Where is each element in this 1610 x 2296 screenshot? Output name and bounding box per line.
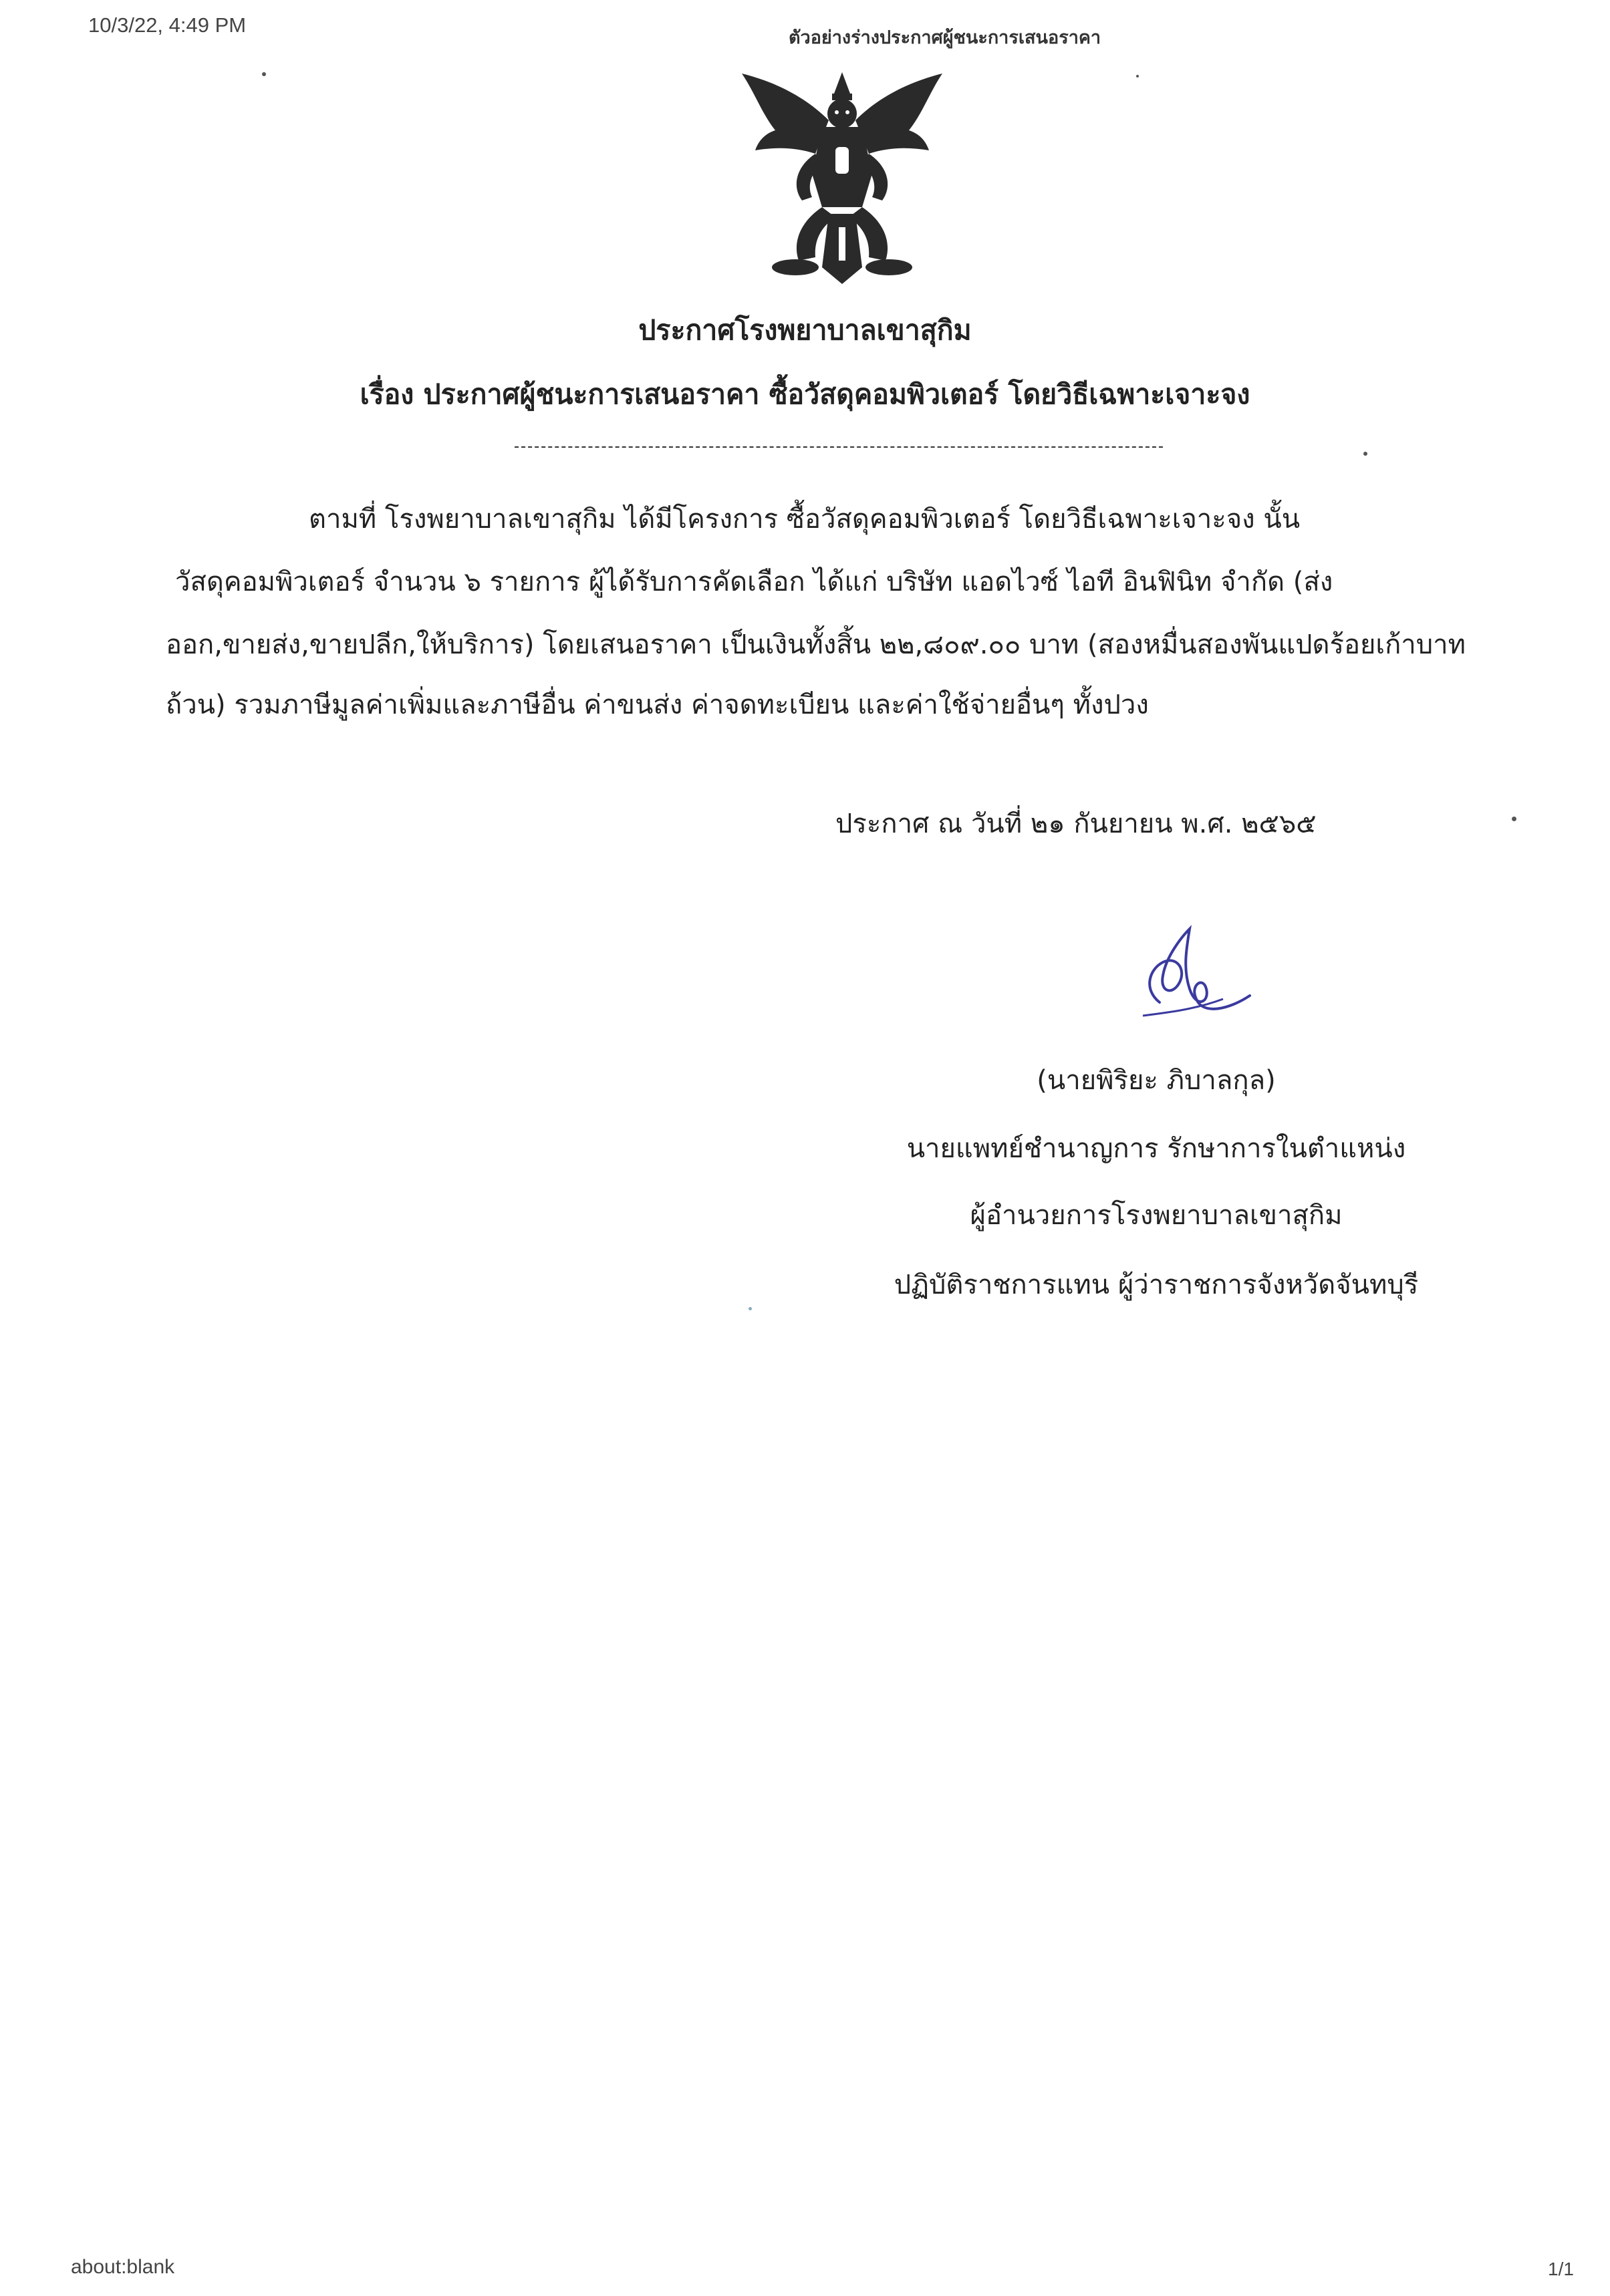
print-header-timestamp: 10/3/22, 4:49 PM [88,13,247,37]
heading-subject: เรื่อง ประกาศผู้ชนะการเสนอราคา ซื้อวัสดุคอมพิวเตอร์ โดยวิธีเฉพาะเจาะจง [360,378,1250,410]
signature-image [1123,922,1256,1036]
signatory-position-1: นายแพทย์ชำนาญการ รักษาการในตำแหน่ง [906,1133,1406,1164]
heading-divider [515,446,1163,448]
scan-speck [1512,817,1516,821]
heading-title: ประกาศโรงพยาบาลเขาสุกิม [638,314,972,346]
signatory-name: (นายพิริยะ ภิบาลกุล) [1037,1065,1276,1096]
body-line-1: ตามที่ โรงพยาบาลเขาสุกิม ได้มีโครงการ ซื้อวัสดุคอมพิวเตอร์ โดยวิธีเฉพาะเจาะจง นั้น [309,504,1301,535]
print-header-title: ตัวอย่างร่างประกาศผู้ชนะการเสนอราคา [789,27,1101,48]
body-line-4: ถ้วน) รวมภาษีมูลค่าเพิ่มและภาษีอื่น ค่าขนส่ง ค่าจดทะเบียน และค่าใช้จ่ายอื่นๆ ทั้งปวง [166,690,1149,720]
body-line-3: ออก,ขายส่ง,ขายปลีก,ให้บริการ) โดยเสนอราคา เป็นเงินทั้งสิ้น ๒๒,๘๐๙.๐๐ บาท (สองหมื่นสองพันแปดร้อยเก้าบาท [166,629,1466,660]
scan-speck [749,1307,752,1310]
scan-speck [1363,452,1367,456]
scan-speck [1136,75,1139,78]
announcement-date: ประกาศ ณ วันที่ ๒๑ กันยายน พ.ศ. ๒๕๖๕ [835,809,1317,839]
signatory-position-3: ปฏิบัติราชการแทน ผู้ว่าราชการจังหวัดจันทบุรี [894,1270,1419,1300]
body-line-2: วัสดุคอมพิวเตอร์ จำนวน ๖ รายการ ผู้ได้รับการคัดเลือก ได้แก่ บริษัท แอดไวซ์ ไอที อินฟินิท จำกัด (ส่ง [175,567,1333,597]
scan-speck [262,72,266,76]
print-footer-page-count: 1/1 [1548,2259,1574,2279]
signatory-position-2: ผู้อำนวยการโรงพยาบาลเขาสุกิม [970,1200,1343,1231]
garuda-emblem-icon [728,67,956,287]
print-footer-url: about:blank [71,2256,175,2278]
